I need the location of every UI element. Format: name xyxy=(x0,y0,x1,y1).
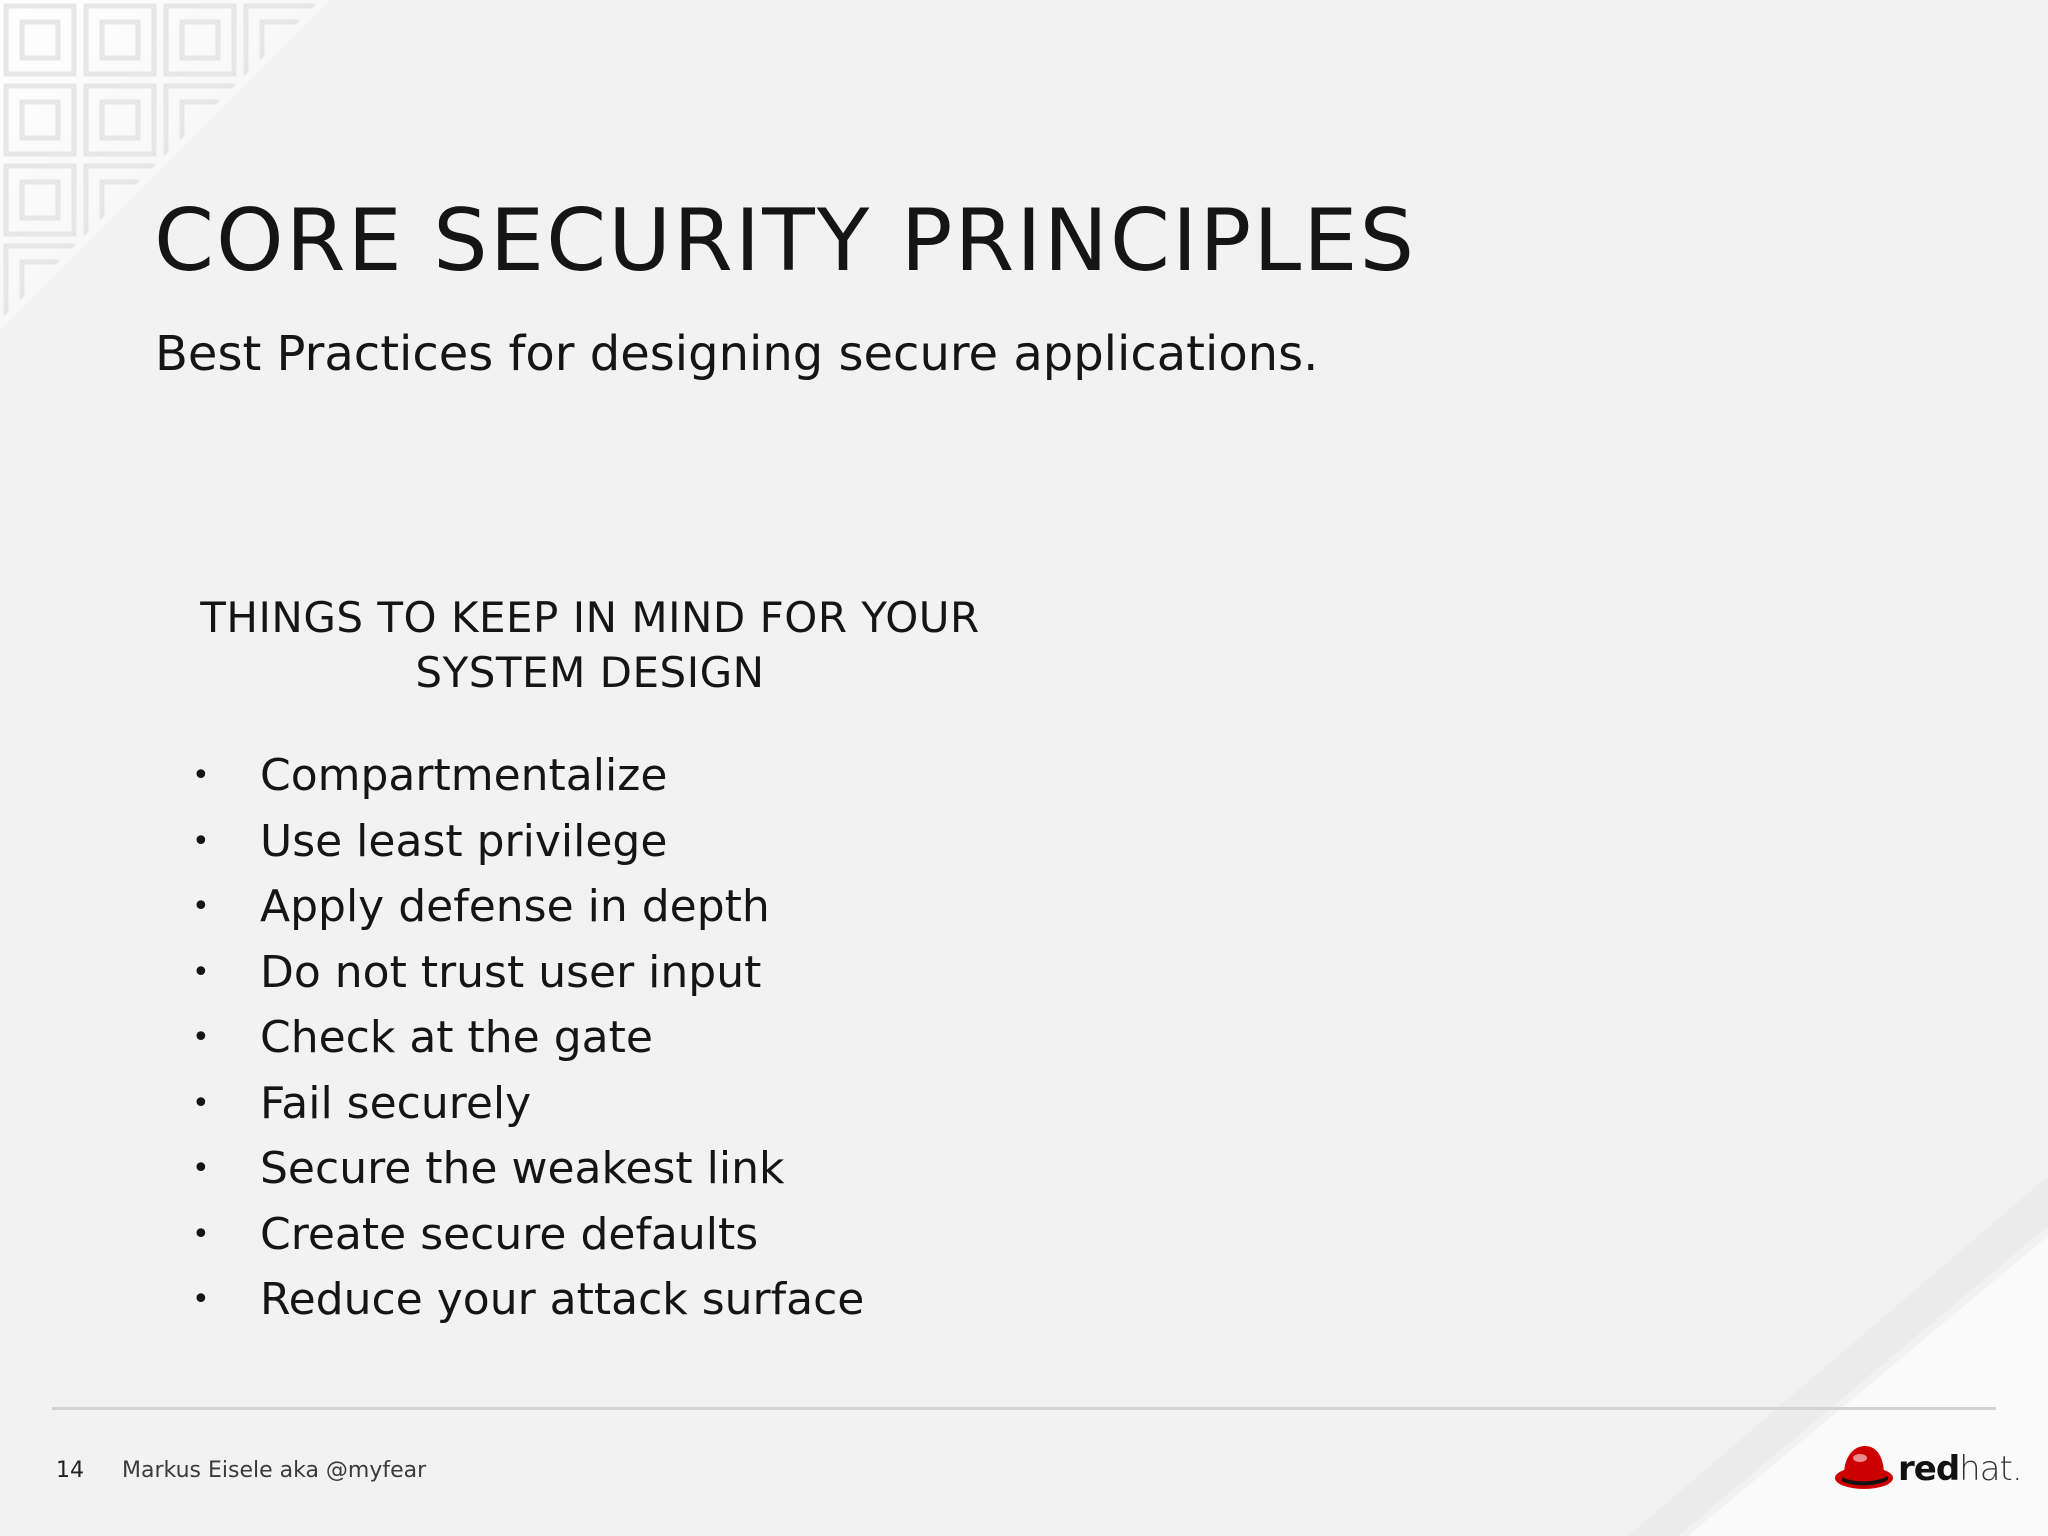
list-item-text: Fail securely xyxy=(260,1077,532,1129)
list-item-text: Compartmentalize xyxy=(260,750,668,801)
logo-wordmark-light: hat. xyxy=(1959,1449,2022,1489)
list-item-text: Do not trust user input xyxy=(260,946,762,998)
bullet-icon: • xyxy=(192,1216,210,1252)
list-item-text: Create secure defaults xyxy=(260,1208,759,1260)
list-item-text: Use least privilege xyxy=(260,815,668,867)
list-item-text: Check at the gate xyxy=(260,1012,653,1063)
bullet-icon: • xyxy=(192,1085,210,1121)
logo-wordmark xyxy=(1898,1449,2022,1489)
bullet-icon: • xyxy=(192,823,210,859)
bullet-icon: • xyxy=(192,954,210,990)
bullet-icon: • xyxy=(192,1020,210,1055)
slide-subtitle: Best Practices for designing secure applications. xyxy=(155,326,1319,382)
list-heading-line-2: SYSTEM DESIGN xyxy=(415,648,765,697)
bullet-icon: • xyxy=(192,1151,210,1186)
bullet-icon: • xyxy=(192,758,210,793)
bullet-icon: • xyxy=(192,889,210,924)
author-credit: Markus Eisele aka @myfear xyxy=(122,1458,427,1483)
logo-wordmark-bold: red xyxy=(1898,1449,1960,1489)
footer-divider xyxy=(52,1407,1996,1410)
list-item-text: Reduce your attack surface xyxy=(260,1274,865,1325)
bullet-icon: • xyxy=(192,1282,210,1317)
redhat-logo xyxy=(1834,1440,2022,1496)
shadowman-hat-icon xyxy=(1834,1442,1894,1492)
list-item-text: Secure the weakest link xyxy=(260,1143,785,1194)
list-item-text: Apply defense in depth xyxy=(260,881,770,932)
list-heading-line-1: THINGS TO KEEP IN MIND FOR YOUR xyxy=(200,593,980,642)
page-number: 14 xyxy=(56,1458,84,1483)
list-heading xyxy=(180,590,1000,700)
slide-title: CORE SECURITY PRINCIPLES xyxy=(154,191,1417,291)
